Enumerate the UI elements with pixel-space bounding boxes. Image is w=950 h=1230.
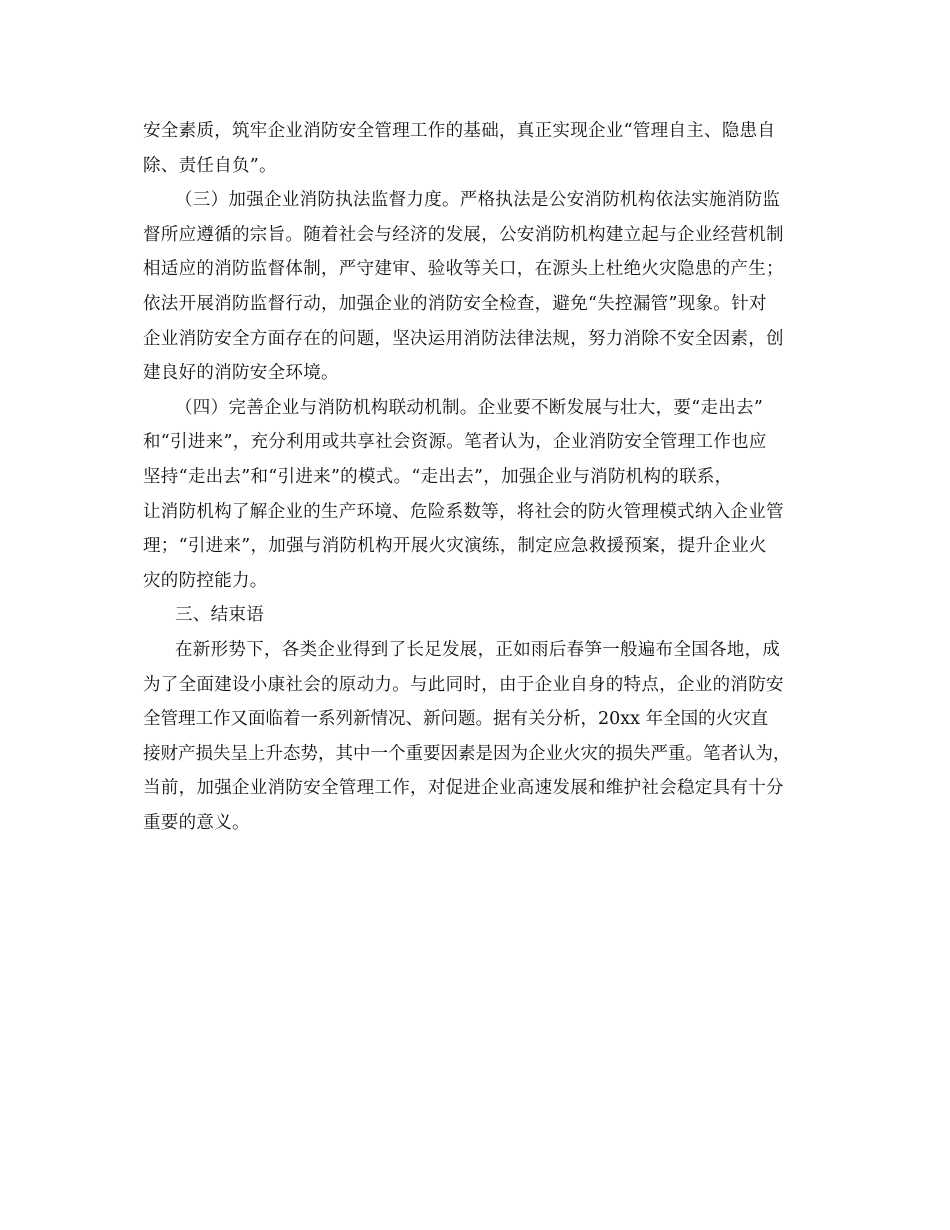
text-line: 坚持“走出去”和“引进来”的模式。“走出去”，加强企业与消防机构的联系， <box>143 466 733 487</box>
paragraph-3 <box>143 391 813 599</box>
text-line: 建良好的消防安全环境。 <box>143 363 339 384</box>
text-line: 企业消防安全方面存在的问题，坚决运用消防法律法规，努力消除不安全因素，创 <box>143 328 784 349</box>
text-line: 在新形势下，各类企业得到了长足发展，正如雨后春笋一般遍布全国各地，成 <box>175 639 781 660</box>
text-line: （四）完善企业与消防机构联动机制。企业要不断发展与壮大，要“走出去” <box>175 397 764 418</box>
text-line: 安全素质，筑牢企业消防安全管理工作的基础，真正实现企业“管理自主、隐患自 <box>143 121 776 141</box>
text-line: （三）加强企业消防执法监督力度。严格执法是公安消防机构依法实施消防监 <box>175 190 781 211</box>
paragraph-1 <box>143 114 813 183</box>
paragraph-4 <box>143 633 813 841</box>
text-line: 除、责任自负”。 <box>143 155 277 176</box>
section-heading: 三、结束语 <box>175 605 264 626</box>
text-line: 督所应遵循的宗旨。随着社会与经济的发展，公安消防机构建立起与企业经营机制 <box>143 224 784 245</box>
text-line: 理；“引进来”，加强与消防机构开展火灾演练，制定应急救援预案，提升企业火 <box>143 536 767 557</box>
text-line: 和“引进来”，充分利用或共享社会资源。笔者认为，企业消防安全管理工作也应 <box>143 432 767 453</box>
text-line: 相适应的消防监督体制，严守建审、验收等关口，在源头上杜绝火灾隐患的产生； <box>143 259 784 280</box>
text-line: 灾的防控能力。 <box>143 570 268 591</box>
text-line: 为了全面建设小康社会的原动力。与此同时，由于企业自身的特点，企业的消防安 <box>143 674 784 695</box>
text-line: 依法开展消防监督行动，加强企业的消防安全检查，避免“失控漏管”现象。针对 <box>143 293 767 314</box>
text-line: 让消防机构了解企业的生产环境、危险系数等，将社会的防火管理模式纳入企业管 <box>143 501 784 522</box>
text-line: 当前，加强企业消防安全管理工作，对促进企业高速发展和维护社会稳定具有十分 <box>143 778 784 799</box>
document-body <box>143 114 813 840</box>
text-line: 重要的意义。 <box>143 812 250 833</box>
paragraph-2 <box>143 183 813 391</box>
text-line: 全管理工作又面临着一系列新情况、新问题。据有关分析，20xx 年全国的火灾直 <box>143 709 769 730</box>
text-line: 接财产损失呈上升态势，其中一个重要因素是因为企业火灾的损失严重。笔者认为， <box>143 743 791 764</box>
